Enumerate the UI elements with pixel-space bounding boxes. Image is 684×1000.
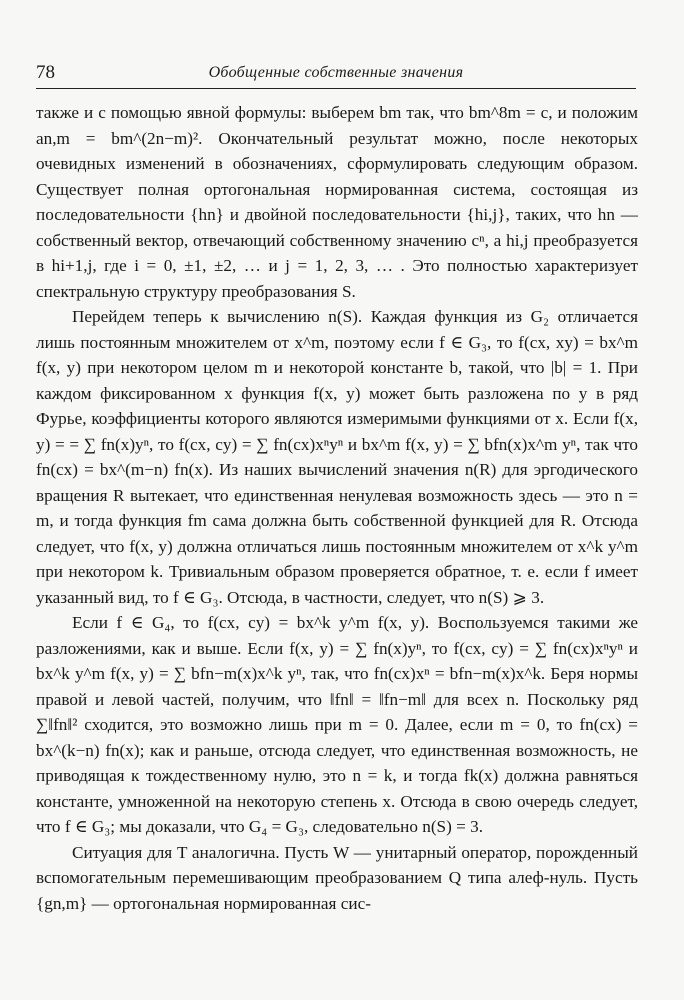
paragraph-2: Перейдем теперь к вычислению n(S). Каждая функция из G₂ отличается лишь постоянным множителем от x^m, поэтому если f ∈ G₃, то f(cx, xy) = bx^m f(x, y) при некотором целом m и некоторой константе b, такой, что |b| = 1. При каждом фиксированном x функция f(x, y) может быть разложена по y в ряд Фурье, коэффициенты которого являются измеримыми функциями от x. Если f(x, y) = = ∑ fn(x)yⁿ, то f(cx, cy) = ∑ fn(cx)xⁿyⁿ и bx^m f(x, y) = ∑ bfn(x)x^m yⁿ, так что fn(cx) = bx^(m−n) fn(x). Из наших вычислений значения n(R) для эргодического вращения R вытекает, что единственная ненулевая возможность здесь — это n = m, и тогда функция fm сама должна быть собственной функцией для R. Отсюда следует, что f(x, y) должна отличаться лишь постоянным множителем от x^k y^m при некотором k. Тривиальным образом проверяется обратное, т. е. если f имеет указанный вид, то f ∈ G₃. Отсюда, в частности, следует, что n(S) ⩾ 3. [36, 307, 638, 607]
page-number: 78 [36, 62, 55, 83]
paragraph-4: Ситуация для T аналогична. Пусть W — унитарный оператор, порожденный вспомогательным перемешивающим преобразованием Q типа алеф-нуль. Пусть {gn,m} — ортогональная нормированная сис- [36, 842, 638, 913]
paragraph-1: также и с помощью явной формулы: выберем bm так, что bm^8m = c, и положим an,m = bm^(2n−m)². Окончательный результат можно, после некоторых очевидных изменений в обозначениях, сформулировать следующим образом. Существует полная ортогональная нормированная система, состоящая из последовательности {hn} и двойной последовательности {hi,j}, таких, что hn — собственный вектор, отвечающий собственному значению cⁿ, а hi,j преобразуется в hi+1,j, где i = 0, ±1, ±2, … и j = 1, 2, 3, … . Это полностью характеризует спектральную структуру преобразования S. [36, 103, 638, 301]
page-header [36, 62, 636, 89]
paragraph-3: Если f ∈ G₄, то f(cx, cy) = bx^k y^m f(x, y). Воспользуемся такими же разложениями, как и выше. Если f(x, y) = ∑ fn(x)yⁿ, то f(cx, cy) = ∑ fn(cx)xⁿyⁿ и bx^k y^m f(x, y) = ∑ bfn−m(x)x^k yⁿ, так, что fn(cx)xⁿ = bfn−m(x)x^k. Беря нормы правой и левой частей, получим, что ‖fn‖ = ‖fn−m‖ для всех n. Поскольку ряд ∑‖fn‖² сходится, это возможно лишь при m = 0. Далее, если m = 0, то fn(cx) = bx^(k−n) fn(x); как и раньше, отсюда следует, что единственная возможность, не приводящая к тождественному нулю, это n = k, и тогда fk(x) должна равняться константе, умноженной на некоторую степень x. Отсюда в свою очередь следует, что f ∈ G₃; мы доказали, что G₄ = G₃, следовательно n(S) = 3. [36, 613, 638, 836]
body-text [36, 100, 638, 916]
running-title: Обобщенные собственные значения [208, 64, 464, 81]
